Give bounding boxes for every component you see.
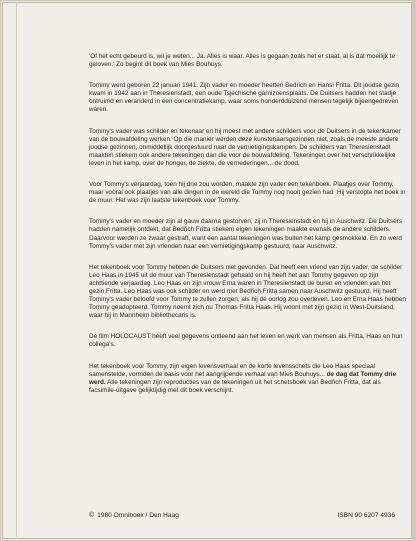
paragraph-father: Tommy's vader was schilder en tekenaar en hij moest met andere schilders voor de Duitsers in de tekenkamer van de bouwafdeling werken. Op die manier werden deze kunstenaarsgezinnen niet, zoals de meeste andere joodse gezinnen, onmiddellijk doorgestuurd naar de vernietigingskampen. De schilders van Theresienstadt maakten stiekem ook andere tekeningen dan die voor de bouwafdeling. Tekeningen over het verschrikkelijke leven in het kamp, over de honger, de ziekte, de vernederingen... de dood. (89, 127, 401, 167)
paragraph-parents-death: Tommy's vader en moeder zijn al gauw daarna gestorven, zij in Theresienstadt en hij in Auschwitz. De Duitsers hadden namelijk ontdekt, dat Bedřich Fritta stiekem eigen tekeningen maakte evenals de andere schilders. Daarvoor werden ze zwaar gestraft, want een aantal tekeningen was buiten het kamp gesmokkeld. En zo werd Tommy's vader met zijn vrienden naar een vernietigingskamp gestuurd, naar Auschwitz. (89, 218, 402, 250)
paragraph-intro: 'Of het echt gebeurd is, wil je weten... Ja. Alles is waar. Alles is gegaan zoals het er staat, al is dat moeilijk te geloven.' Zo begint dit boek van Mies Bouhuys. (89, 53, 395, 69)
page-edge (412, 0, 416, 541)
publisher-line (89, 512, 179, 519)
paragraph-holocaust-film: De film HOLOCAUST heeft veel gegevens ontleend aan het leven en werk van mensen als Fritta, Haas en hun collega's. (89, 333, 403, 349)
paragraph-birth: Tommy werd geboren 22 januari 1941. Zijn vader en moeder heetten Bedrich en Hansi Fritta. Dit joodse gezin kwam in 1942 aan in Theresienstadt, een oude Tsjechische garnizoensplaats. De Duitsers hadden het stadje ontruimd en veranderd in een concentratiekamp, waar soms honderdduizend mensen tegelijk bijeengedreven waren. (89, 82, 400, 114)
sources-text-end: Alle tekeningen zijn reproducties van de tekeningen uit het schetsboek van Bedřich Fritta, dat als facsimile-uitgave gelijktijdig met dit boek verschijnt. (89, 378, 381, 394)
paragraph-leo-haas: Het tekenboek voor Tommy hebben de Duitsers niet gevonden. Dat heeft een vriend van zijn vader, de schilder Leo Haas in 1945 uit de muur van Theresienstadt gehaald en hij heeft het aan Tommy gegeven op zijn achttiende verjaardag. Leo Haas en zijn vrouw Erna waren in Theresienstadt de buren en vrienden van het gezin Fritta. Leo Haas was ook schilder en werd met Bedřich Fritta samen naar Auschwitz gestuurd. Hij heeft Tommy's vader beloofd voor Tommy te zullen zorgen, als hij de oorlog zou overleven. Leo en Erna Haas hebben Tommy geadopteerd. Tommy noemt zich nu Thomas Fritta Haas. Hij woont met zijn gezin in West-Duitsland, waar hij in Mannheim bibliothecaris is. (89, 263, 406, 320)
publisher-text: 1980 Omniboek / Den Haag (97, 512, 179, 519)
paragraph-birthday-book: Voor Tommy's verjaardag, toen hij drie zou worden, maakte zijn vader een tekenboek. Plaatjes over Tommy, maar vooral ook plaatjes van alle dingen in de wereld die Tommy nog nooit gezien had. Hij verstopte het boek in de muur. Het was zijn laatste tekenboek voor Tommy. (89, 181, 406, 205)
sources-text-start: Het tekenboek voor Tommy, zijn eigen levensverhaal en de korte levensschets die Leo Haas speciaal samenstelde, vormden de basis voor het aangrijpende verhaal van Mies Bouhuys... (89, 362, 376, 378)
isbn: ISBN 90 6207 4936 (337, 512, 395, 519)
copyright-icon: © (89, 512, 95, 519)
paragraph-sources (89, 363, 407, 395)
blurb-text (89, 53, 407, 408)
footer (89, 512, 407, 522)
spine-fold-line (16, 2, 17, 537)
book-title-emphasis: de dag dat Tommy drie werd. (89, 370, 397, 386)
